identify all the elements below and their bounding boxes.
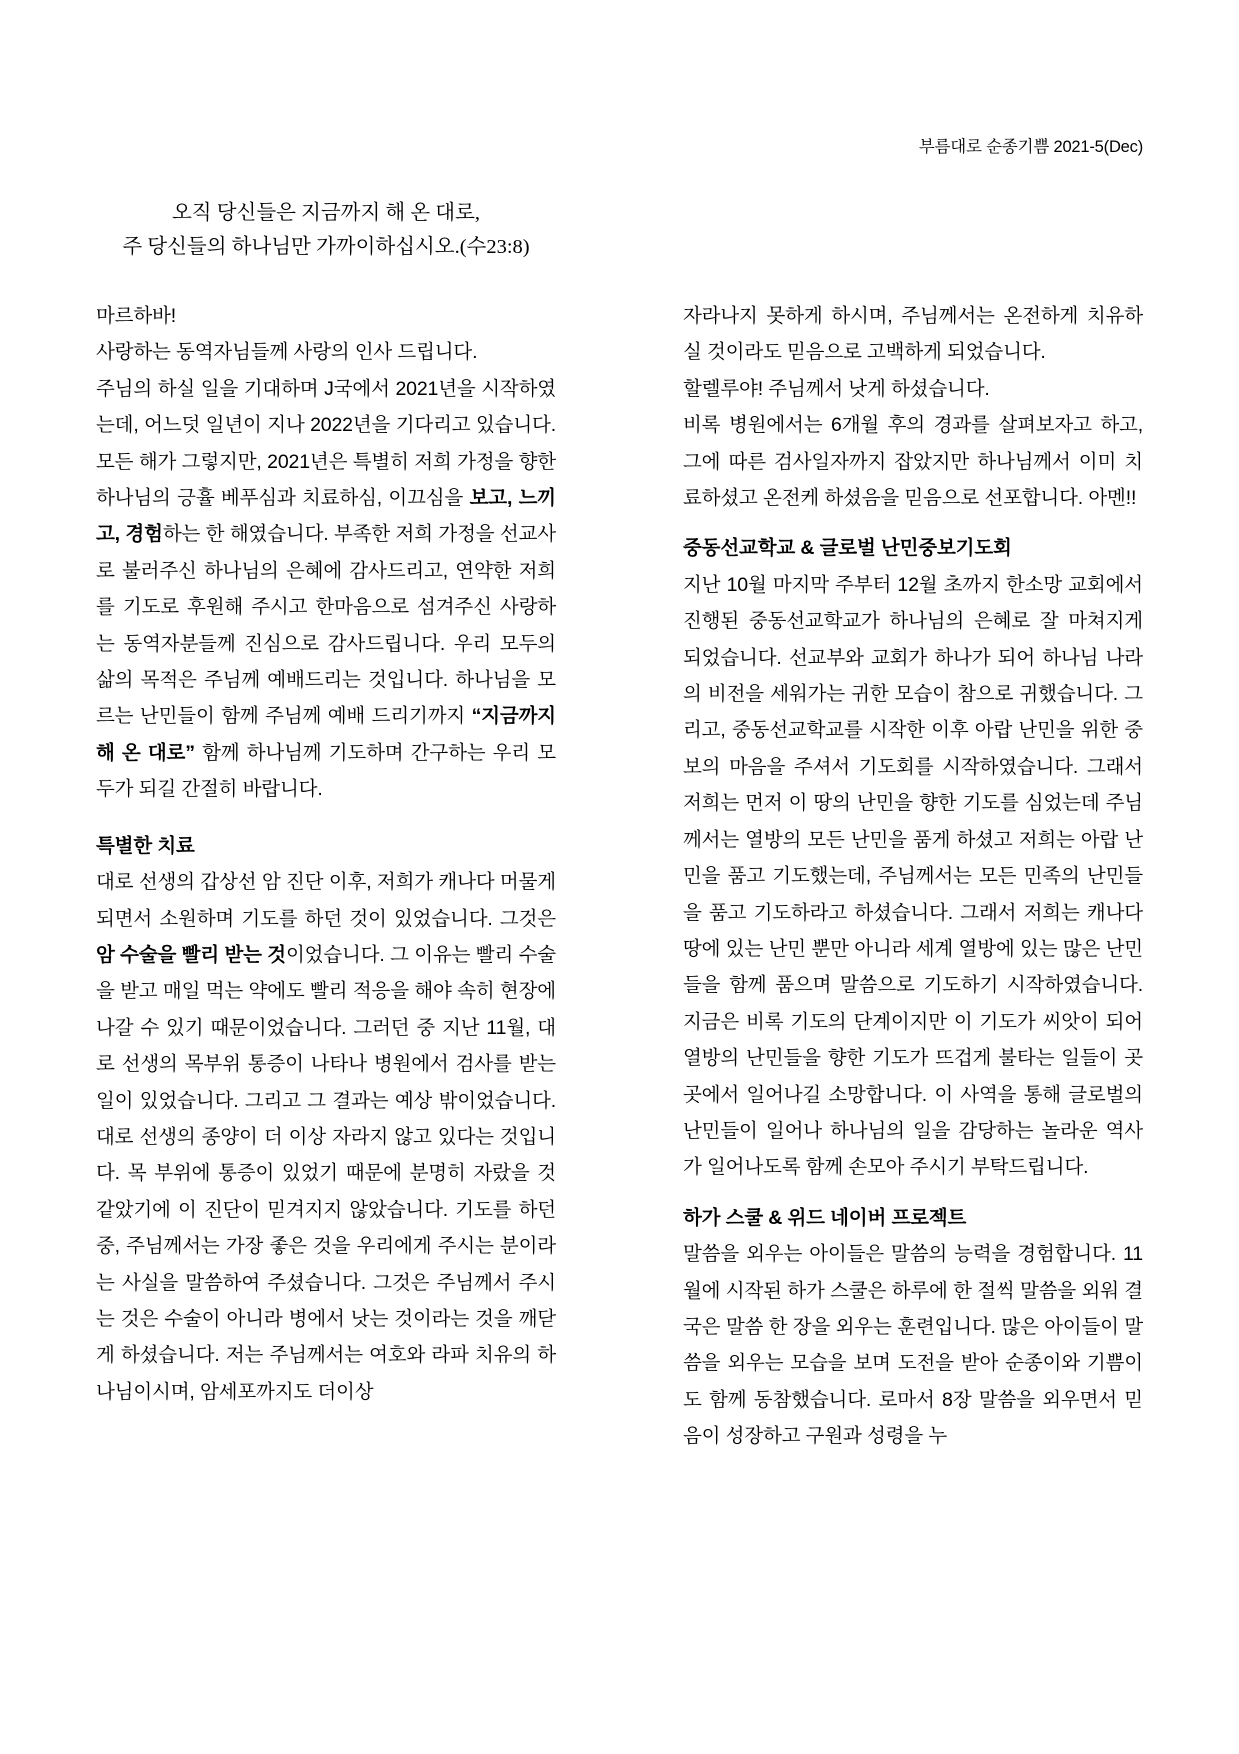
epigraph-line-2: 주 당신들의 하나님만 가까이하십시오.(수23:8) — [122, 236, 530, 258]
scripture-epigraph — [96, 196, 556, 264]
para2-segment-a: 대로 선생의 갑상선 암 진단 이후, 저희가 캐나다 머물게 되면서 소원하며 기도를 하던 것이 있었습니다. 그것은 — [96, 871, 556, 930]
paragraph-hagar-school: 말씀을 외우는 아이들은 말씀의 능력을 경험합니다. 11월에 시작된 하가 스쿨은 하루에 한 절씩 말씀을 외워 결국은 말씀 한 장을 외우는 훈련입니다. 많은 아이들이 말씀을 외우는 모습을 보며 도전을 받아 순종이와 기쁨이도 함께 동참했습니다. 로마서 8장 말씀을 외우면서 믿음이 성장하고 구원과 성령을 누 — [683, 1243, 1143, 1448]
para2-emphasis-surgery-soon: 암 수술을 빨리 받는 것 — [96, 943, 286, 966]
paragraph-middle-east-school: 지난 10월 마지막 주부터 12월 초까지 한소망 교회에서 진행된 중동선교학교가 하나님의 은혜로 잘 마쳐지게 되었습니다. 선교부와 교회가 하나가 되어 하나님 나라의 비전을 세워가는 귀한 모습이 참으로 귀했습니다. 그리고, 중동선교학교를 시작한 이후 아랍 난민을 위한 중보의 마음을 주셔서 기도회를 시작하였습니다. 그래서 저희는 먼저 이 땅의 난민을 향한 기도를 심었는데 주님께서는 열방의 모든 난민을 품게 하셨고 저희는 아랍 난민을 품고 기도했는데, 주님께서는 모든 민족의 난민들을 품고 기도하라고 하셨습니다. 그래서 저희는 캐나다 땅에 있는 난민 뿐만 아니라 세계 열방에 있는 많은 난민들을 함께 품으며 말씀으로 기도하기 시작하였습니다. 지금은 비록 기도의 단계이지만 이 기도가 씨앗이 되어 열방의 난민들을 향한 기도가 뜨겁게 불타는 일들이 곳곳에서 일어나길 소망합니다. 이 사역을 통해 글로벌의 난민들이 일어나 하나님의 일을 감당하는 놀라운 역사가 일어나도록 함께 손모아 주시기 부탁드립니다. — [683, 573, 1143, 1179]
epigraph-line-1: 오직 당신들은 지금까지 해 온 대로, — [172, 202, 480, 224]
section-gap — [96, 808, 556, 828]
heading-hagar-school: 하가 스쿨 & 위드 네이버 프로젝트 — [683, 1206, 967, 1229]
section-gap-hagar — [683, 1186, 1143, 1200]
para1-segment-b: 하는 한 해였습니다. 부족한 저희 가정을 선교사로 불러주신 하나님의 은혜에 감사드리고, 연약한 저희를 기도로 후원해 주시고 한마음으로 섬겨주신 사랑하는 동역자분들께 진심으로 감사드립니다. 우리 모두의 삶의 목적은 주님께 예배드리는 것입니다. 하나님을 모르는 난민들이 함께 주님께 예배 드리기까지 — [96, 523, 556, 728]
left-column — [96, 298, 556, 1718]
section-gap-school — [683, 516, 1143, 530]
paragraph-hospital-followup: 비록 병원에서는 6개월 후의 경과를 살펴보자고 하고, 그에 따른 검사일자까지 잡았지만 하나님께서 이미 치료하셨고 온전케 하셨음을 믿음으로 선포합니다. 아멘!! — [683, 414, 1143, 510]
paragraph-special-treatment — [96, 864, 556, 1410]
paragraph-year-review — [96, 371, 556, 808]
para1-segment-a: 주님의 하실 일을 기대하며 J국에서 2021년을 시작하였는데, 어느덧 일년이 지나 2022년을 기다리고 있습니다. 모든 해가 그렇지만, 2021년은 특별히 저희 가정을 향한 하나님의 긍휼 베푸심과 치료하심, 이끄심을 — [96, 377, 556, 510]
paragraph-hallelujah: 할렐루야! 주님께서 낫게 하셨습니다. — [683, 377, 990, 400]
para2-segment-b: 이었습니다. 그 이유는 빨리 수술을 받고 매일 먹는 약에도 빨리 적응을 해야 속히 현장에 나갈 수 있기 때문이었습니다. 그러던 중 지난 11월, 대로 선생의 목부위 통증이 나타나 병원에서 검사를 받는 일이 있었습니다. 그리고 그 결과는 예상 밖이었습니다. 대로 선생의 종양이 더 이상 자라지 않고 있다는 것입니다. 목 부위에 통증이 있었기 때문에 분명히 자랐을 것 같았기에 이 진단이 믿겨지지 않았습니다. 기도를 하던 중, 주님께서는 가장 좋은 것을 우리에게 주시는 분이라는 사실을 말씀하여 주셨습니다. 그것은 주님께서 주시는 것은 수술이 아니라 병에서 낫는 것이라는 것을 깨닫게 하셨습니다. 저는 주님께서는 여호와 라파 치유의 하나님이시며, 암세포까지도 더이상 — [96, 943, 556, 1403]
para1-segment-c: 함께 하나님께 기도하며 간구하는 우리 모두가 되길 간절히 바랍니다. — [96, 741, 556, 801]
right-column — [683, 298, 1143, 1718]
heading-special-treatment: 특별한 치료 — [96, 834, 195, 857]
para1-emphasis-as-you-have-done: “지금까지 해 온 대로” — [96, 705, 556, 764]
body-columns — [96, 298, 1143, 1718]
para1-emphasis-see-feel-experience: 보고, 느끼고, 경험 — [96, 487, 556, 546]
greeting-line: 마르하바! — [96, 305, 177, 327]
paragraph-healing-continued: 자라나지 못하게 하시며, 주님께서는 온전하게 치유하실 것이라도 믿음으로 고백하게 되었습니다. — [683, 305, 1143, 364]
heading-middle-east-school: 중동선교학교 & 글로벌 난민중보기도회 — [683, 537, 1012, 560]
running-header: 부름대로 순종기쁨 2021-5(Dec) — [918, 138, 1143, 156]
salutation-line: 사랑하는 동역자님들께 사랑의 인사 드립니다. — [96, 341, 478, 364]
